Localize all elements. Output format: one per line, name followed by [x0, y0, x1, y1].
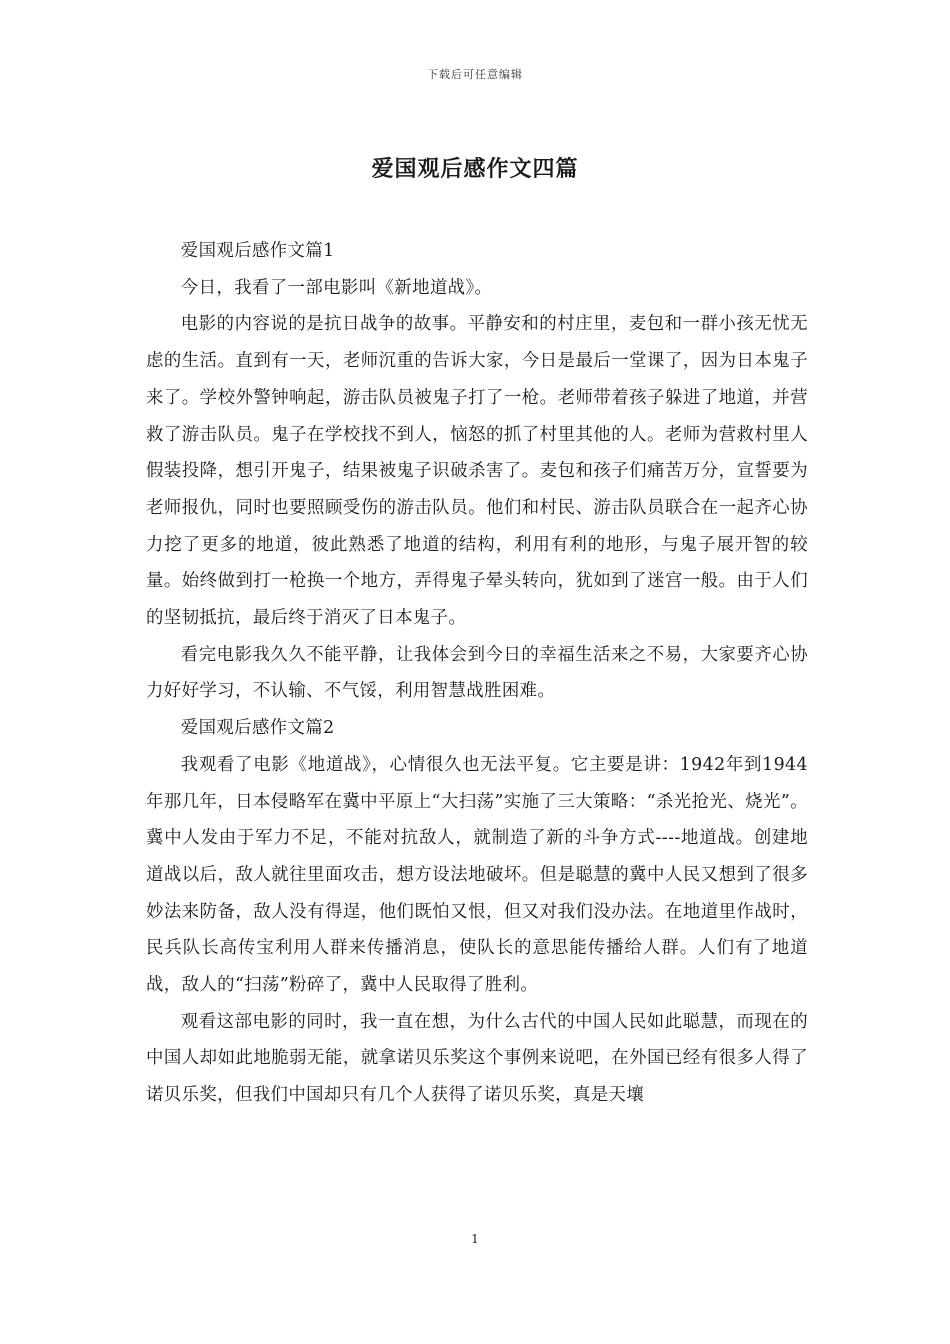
paragraph: 电影的内容说的是抗日战争的故事。平静安和的村庄里，麦包和一群小孩无忧无虑的生活。直到有一天，老师沉重的告诉大家，今日是最后一堂课了，因为日本鬼子来了。学校外警钟响起，游击队员被鬼子打了一枪。老师带着孩子躲进了地道，并营救了游击队员。鬼子在学校找不到人，恼怒的抓了村里其他的人。老师为营救村里人假装投降，想引开鬼子，结果被鬼子识破杀害了。麦包和孩子们痛苦万分，宣誓要为老师报仇，同时也要照顾受伤的游击队员。他们和村民、游击队员联合在一起齐心协力挖了更多的地道，彼此熟悉了地道的结构，利用有利的地形，与鬼子展开智的较量。始终做到打一枪换一个地方，弄得鬼子晕头转向，犹如到了迷宫一般。由于人们的坚韧抵抗，最后终于消灭了日本鬼子。	[146, 314, 808, 629]
section-heading: 爱国观后感作文篇2	[180, 718, 335, 739]
paragraph: 我观看了电影《地道战》，心情很久也无法平复。它主要是讲：1942年到1944年那几年，日本侵略军在冀中平原上“大扫荡”实施了三大策略：“杀光抢光、烧光”。冀中人发由于军力不足，不能对抗敌人，就制造了新的斗争方式----地道战。创建地道战以后，敌人就往里面攻击，想方设法地破坏。但是聪慧的冀中人民又想到了很多妙法来防备，敌人没有得逞，他们既怕又恨，但又对我们没办法。在地道里作战时，民兵队长高传宝利用人群来传播消息，使队长的意思能传播给人群。人们有了地道战，敌人的“扫荡”粉碎了，冀中人民取得了胜利。	[146, 754, 808, 996]
document-title: 爱国观后感作文四篇	[371, 156, 579, 182]
paragraph: 看完电影我久久不能平静，让我体会到今日的幸福生活来之不易，大家要齐心协力好好学习，不认输、不气馁，利用智慧战胜困难。	[146, 644, 808, 702]
section-heading: 爱国观后感作文篇1	[180, 241, 335, 261]
page-header: 下载后可任意编辑	[427, 68, 523, 81]
paragraph: 观看这部电影的同时，我一直在想，为什么古代的中国人民如此聪慧，而现在的中国人却如此地脆弱无能，就拿诺贝乐奖这个事例来说吧，在外国已经有很多人得了诺贝乐奖，但我们中国却只有几个人获得了诺贝乐奖，真是天壤	[146, 1011, 808, 1106]
document-body	[146, 233, 808, 1114]
paragraph: 今日，我看了一部电影叫《新地道战》。	[180, 277, 493, 298]
page-number: 1	[471, 1232, 479, 1246]
